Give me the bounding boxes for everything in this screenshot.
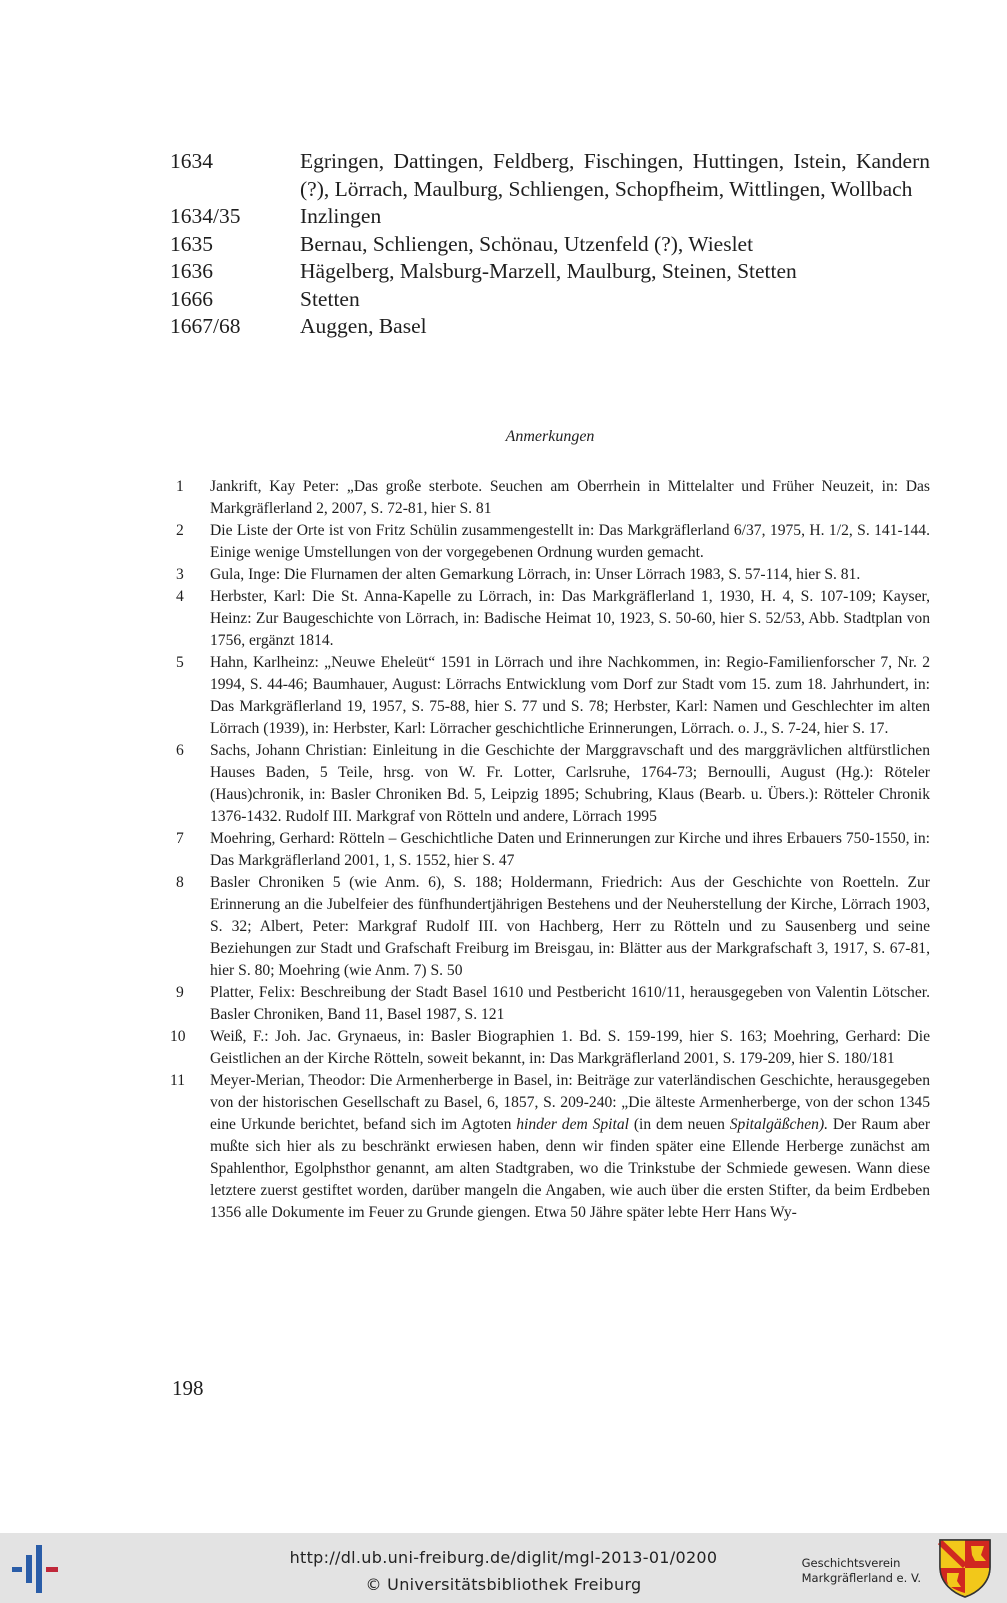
notes-heading: Anmerkungen — [505, 428, 595, 445]
chronology-places: Hägelberg, Malsburg-Marzell, Maulburg, Steinen, Stetten — [300, 259, 797, 283]
note-text: Jankrift, Kay Peter: „Das große sterbote. Seuchen am Oberrhein in Mittelalter und Früher Neuzeit, in: Das Markgräflerland 2, 2007, S. 72-81, hier S. 81 — [210, 478, 930, 517]
note-text: Hahn, Karlheinz: „Neuwe Eheleüt“ 1591 in Lörrach und ihre Nachkommen, in: Regio-Familienforscher 7, Nr. 2 1994, S. 44-46; Baumhauer, August: Lörrachs Entwicklung vom Dorf zur Stadt vom 15. zum 18. Jahrhundert, in: Das Markgräflerland 19, 1957, S. 75-88, hier S. 77 und S. 78; Herbster, Karl: Namen und Geschlechter im alten Lörrach (1939), in: Herbster, Karl: Lörracher geschichtliche Erinnerungen, Lörrach. o. J., S. 7-24, hier S. 17. — [210, 654, 930, 737]
society-line-2: Markgräflerland e. V. — [801, 1571, 921, 1585]
note-text: Weiß, F.: Joh. Jac. Grynaeus, in: Basler Biographien 1. Bd. S. 159-199, hier S. 163; Moehring, Gerhard: Die Geistlichen an der Kirche Rötteln, soweit bekannt, in: Das Markgräflerland 2001, S. 179-209, hier S. 180/181 — [210, 1028, 930, 1067]
chronology-places: Egringen, Dattingen, Feldberg, Fischingen, Huttingen, Istein, Kandern (?), Lörrach, Maulburg, Schliengen, Schopfheim, Wittlingen, Wollbach — [300, 149, 930, 201]
chronology-row — [170, 203, 930, 231]
chronology-year: 1634/35 — [170, 204, 241, 228]
note-text: Moehring, Gerhard: Rötteln – Geschichtliche Daten und Erinnerungen zur Kirche und ihres Erbauers 750-1550, in: Das Markgräflerland 2001, 1, S. 1552, hier S. 47 — [210, 830, 930, 869]
chronology-list — [170, 148, 930, 341]
footer-bar — [0, 1533, 1007, 1603]
note-text: Platter, Felix: Beschreibung der Stadt Basel 1610 und Pestbericht 1610/11, herausgegeben von Valentin Lötscher. Basler Chroniken, Band 11, Basel 1987, S. 121 — [210, 984, 930, 1023]
chronology-year: 1666 — [170, 286, 213, 311]
note-italic-segment: Spitalgäßchen). — [729, 1116, 829, 1133]
note-text: Sachs, Johann Christian: Einleitung in die Geschichte der Marggravschaft und des marggrävlichen altfürstlichen Hauses Baden, 5 Teile, hrsg. von W. Fr. Lotter, Carlsruhe, 1764-73; Bernoulli, August (Hg.): Röteler (Haus)chronik, in: Basler Chroniken Bd. 5, Leipzig 1895; Schubring, Klaus (Bearb. u. Übers.): Rötteler Chronik 1376-1432. Rudolf III. Markgraf von Rötteln und andere, Lörrach 1995 — [210, 742, 930, 825]
note-item — [170, 564, 930, 586]
note-item — [170, 828, 930, 872]
note-number: 1 — [176, 478, 184, 495]
chronology-row — [170, 258, 930, 286]
chronology-places: Stetten — [300, 286, 360, 311]
note-item — [170, 1070, 930, 1224]
chronology-row — [170, 313, 930, 341]
note-text — [210, 1070, 930, 1224]
chronology-places: Auggen, Basel — [300, 314, 427, 338]
note-item — [170, 586, 930, 652]
note-text-segment: Meyer-Merian, Theodor: Die Armenherberge in Basel, in: Beiträge zur vaterländischen Geschichte, herausgegeben von der historischen Gesellschaft zu Basel, 6, 1857, S. 209-240: „Die älteste Armenherberge, von der schon 1345 eine Urkunde berichtet, befand sich im Agtoten — [210, 1072, 930, 1133]
note-text-segment: (in dem neuen — [628, 1116, 730, 1133]
coat-of-arms-icon — [937, 1537, 993, 1599]
chronology-row — [170, 231, 930, 259]
chronology-year: 1636 — [170, 259, 213, 283]
note-item — [170, 476, 930, 520]
page-number: 198 — [172, 1376, 204, 1400]
notes-list — [170, 476, 930, 1224]
note-number: 6 — [176, 742, 184, 759]
note-text: Die Liste der Orte ist von Fritz Schülin zusammengestellt in: Das Markgräflerland 6/37, 1975, H. 1/2, S. 141-144. Einige wenige Umstellungen von der vorgegebenen Ordnung wurden gemacht. — [210, 522, 930, 561]
note-number: 5 — [176, 654, 184, 671]
note-number: 11 — [170, 1072, 186, 1089]
note-text: Herbster, Karl: Die St. Anna-Kapelle zu Lörrach, in: Das Markgräflerland 1, 1930, H. 4, S. 107-109; Kayser, Heinz: Zur Baugeschichte von Lörrach, in: Badische Heimat 10, 1923, S. 50-60, hier S. 52/53, Abb. Stadtplan von 1756, ergänzt 1814. — [210, 588, 930, 649]
note-text: Gula, Inge: Die Flurnamen der alten Gemarkung Lörrach, in: Unser Lörrach 1983, S. 57-114, hier S. 81. — [210, 566, 861, 583]
chronology-places: Inzlingen — [300, 204, 382, 228]
note-item — [170, 1026, 930, 1070]
note-number: 10 — [170, 1028, 186, 1045]
note-number: 3 — [176, 566, 184, 583]
note-item — [170, 652, 930, 740]
chronology-places: Bernau, Schliengen, Schönau, Utzenfeld (?), Wieslet — [300, 231, 754, 256]
note-text-segment: Der Raum aber mußte sich hier als zu beschränkt erwiesen haben, denn wir finden später eine Ellende Herberge zunächst am Spahlenthor, Egolphsthor genannt, am alten Stadtgraben, wo die Trinkstube der Schmiede gewesen. Wann diese letztere zuerst gestiftet worden, darüber mangeln die Angaben, wie auch über die ersten Stifter, da beim Erdbeben 1356 alle Dokumente im Feuer zu Grunde giengen. Etwa 50 Jähre später lebte Herr Hans Wy- — [210, 1116, 931, 1221]
note-number: 8 — [176, 874, 184, 891]
chronology-row — [170, 148, 930, 203]
society-line-1: Geschichtsverein — [801, 1556, 901, 1570]
chronology-year: 1635 — [170, 231, 213, 256]
footer-url-link[interactable]: http://dl.ub.uni-freiburg.de/diglit/mgl-2013-01/0200 — [289, 1548, 718, 1567]
note-item — [170, 982, 930, 1026]
note-number: 2 — [176, 522, 184, 539]
note-number: 7 — [176, 830, 184, 847]
chronology-year: 1634 — [170, 149, 213, 173]
note-number: 9 — [176, 984, 184, 1001]
society-name — [802, 1556, 921, 1586]
note-item — [170, 740, 930, 828]
note-item — [170, 520, 930, 564]
note-italic-segment: hinder dem Spital — [516, 1116, 629, 1133]
note-text: Basler Chroniken 5 (wie Anm. 6), S. 188; Holdermann, Friedrich: Aus der Geschichte von Roetteln. Zur Erinnerung an die Jubelfeier des fünfhundertjährigen Bestehens und der Neuherstellung der Kirche, Lörrach 1903, S. 32; Albert, Peter: Markgraf Rudolf III. von Hachberg, Herr zu Rötteln und zu Sausenberg und seine Beziehungen zur Stadt und Grafschaft Freiburg im Breisgau, in: Blätter aus der Markgrafschaft 3, 1917, S. 67-81, hier S. 80; Moehring (wie Anm. 7) S. 50 — [210, 874, 930, 979]
note-number: 4 — [176, 588, 184, 605]
chronology-row — [170, 286, 930, 314]
footer-copyright: © Universitätsbibliothek Freiburg — [365, 1575, 642, 1594]
chronology-year: 1667/68 — [170, 314, 241, 338]
note-item — [170, 872, 930, 982]
